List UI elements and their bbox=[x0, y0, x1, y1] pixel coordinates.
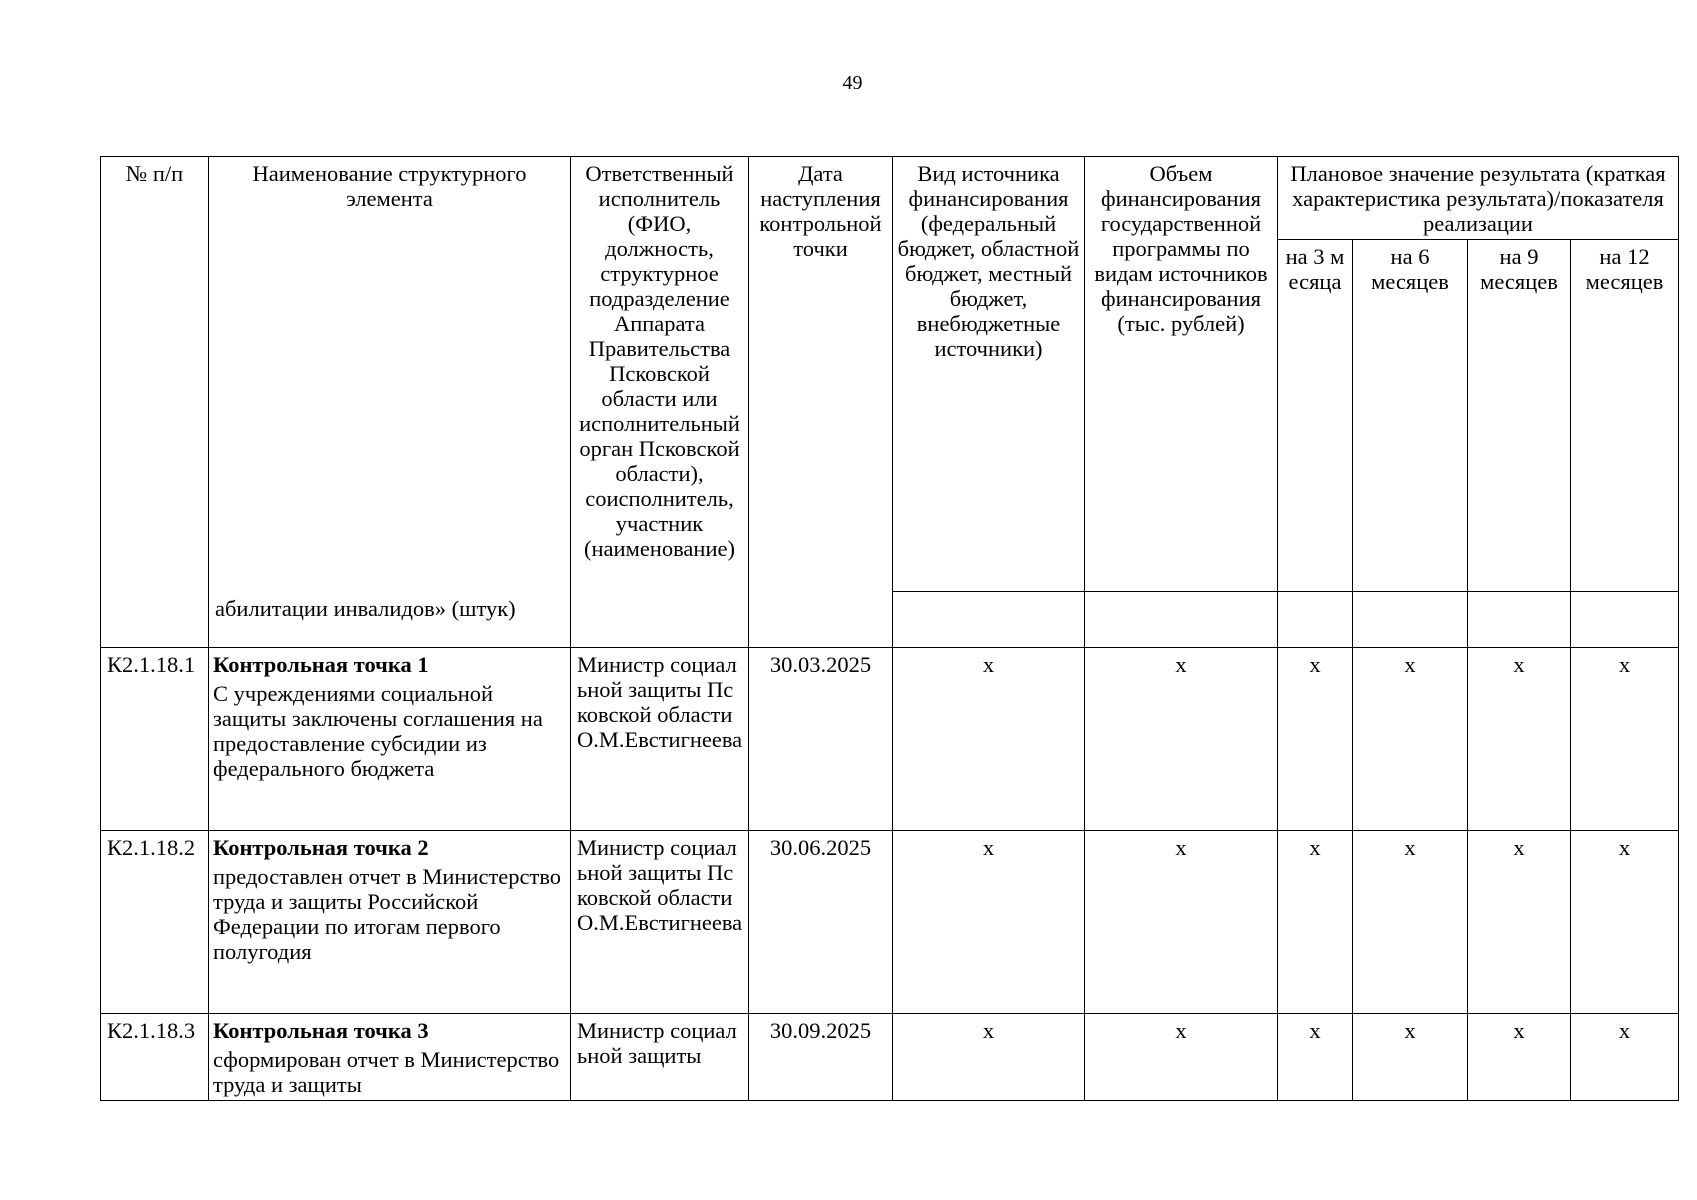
row-source: x bbox=[893, 831, 1085, 1014]
header-m3: на 3 месяца bbox=[1278, 240, 1353, 592]
row-num: К2.1.18.3 bbox=[101, 1014, 209, 1101]
row-title: Контрольная точка 2 bbox=[213, 835, 429, 860]
empty-cell bbox=[1571, 592, 1679, 648]
row-m12: x bbox=[1571, 831, 1679, 1014]
row-source: x bbox=[893, 1014, 1085, 1101]
row-m9: x bbox=[1468, 648, 1571, 831]
header-num: № п/п bbox=[101, 157, 209, 648]
row-title: Контрольная точка 3 bbox=[213, 1018, 429, 1043]
header-plan: Плановое значение результата (краткая характеристика результата)/показателя реализации bbox=[1278, 157, 1679, 240]
row-num: К2.1.18.1 bbox=[101, 648, 209, 831]
row-m9: x bbox=[1468, 831, 1571, 1014]
header-m9: на 9 месяцев bbox=[1468, 240, 1571, 592]
header-name bbox=[209, 157, 571, 648]
control-points-table bbox=[100, 156, 1679, 1101]
empty-cell bbox=[1468, 592, 1571, 648]
row-m6: x bbox=[1353, 1014, 1468, 1101]
empty-cell bbox=[893, 592, 1085, 648]
row-m6: x bbox=[1353, 648, 1468, 831]
header-m6: на 6 месяцев bbox=[1353, 240, 1468, 592]
row-description: сформирован отчет в Министерство труда и защиты bbox=[213, 1047, 560, 1097]
row-m3: x bbox=[1278, 831, 1353, 1014]
header-volume: Объем финансирования государственной программы по видам источников финансирования (тыс. рублей) bbox=[1085, 157, 1278, 592]
row-responsible: Министр социальной защиты Псковской области О.М.Евстигнеева bbox=[571, 648, 749, 831]
header-responsible: Ответственный исполнитель (ФИО, должность, структурное подразделение Аппарата Правительства Псковской области или исполнительный орган Псковской области), соисполнитель, участник (наименование) bbox=[571, 157, 749, 648]
row-source: x bbox=[893, 648, 1085, 831]
row-description: предоставлен отчет в Министерство труда и защиты Российской Федерации по итогам первого полугодия bbox=[213, 864, 562, 964]
row-m6: x bbox=[1353, 831, 1468, 1014]
row-name bbox=[209, 648, 571, 831]
table-row bbox=[101, 1014, 1679, 1101]
row-date: 30.06.2025 bbox=[749, 831, 893, 1014]
row-m9: x bbox=[1468, 1014, 1571, 1101]
empty-cell bbox=[1353, 592, 1468, 648]
header-date: Дата наступления контрольной точки bbox=[749, 157, 893, 648]
row-volume: x bbox=[1085, 1014, 1278, 1101]
row-name bbox=[209, 1014, 571, 1101]
page-number: 49 bbox=[842, 72, 863, 94]
row-m3: x bbox=[1278, 648, 1353, 831]
empty-cell bbox=[1278, 592, 1353, 648]
row-responsible: Министр социальной защиты Псковской области О.М.Евстигнеева bbox=[571, 831, 749, 1014]
row-description: С учреждениями социальной защиты заключены соглашения на предоставление субсидии из федерального бюджета bbox=[213, 681, 543, 781]
row-responsible: Министр социальной защиты bbox=[571, 1014, 749, 1101]
row-title: Контрольная точка 1 bbox=[213, 652, 429, 677]
empty-cell bbox=[1085, 592, 1278, 648]
header-name-label: Наименование структурного элемента bbox=[252, 161, 527, 211]
row-date: 30.09.2025 bbox=[749, 1014, 893, 1101]
row-m3: x bbox=[1278, 1014, 1353, 1101]
header-source: Вид источника финансирования (федеральный бюджет, областной бюджет, местный бюджет, внебюджетные источники) bbox=[893, 157, 1085, 592]
row-volume: x bbox=[1085, 648, 1278, 831]
header-row-1 bbox=[101, 157, 1679, 240]
continued-text: абилитации инвалидов» (штук) bbox=[215, 596, 516, 621]
row-date: 30.03.2025 bbox=[749, 648, 893, 831]
row-name bbox=[209, 831, 571, 1014]
table-row bbox=[101, 831, 1679, 1014]
row-num: К2.1.18.2 bbox=[101, 831, 209, 1014]
table-row bbox=[101, 648, 1679, 831]
header-m12: на 12 месяцев bbox=[1571, 240, 1679, 592]
row-m12: x bbox=[1571, 1014, 1679, 1101]
row-volume: x bbox=[1085, 831, 1278, 1014]
row-m12: x bbox=[1571, 648, 1679, 831]
